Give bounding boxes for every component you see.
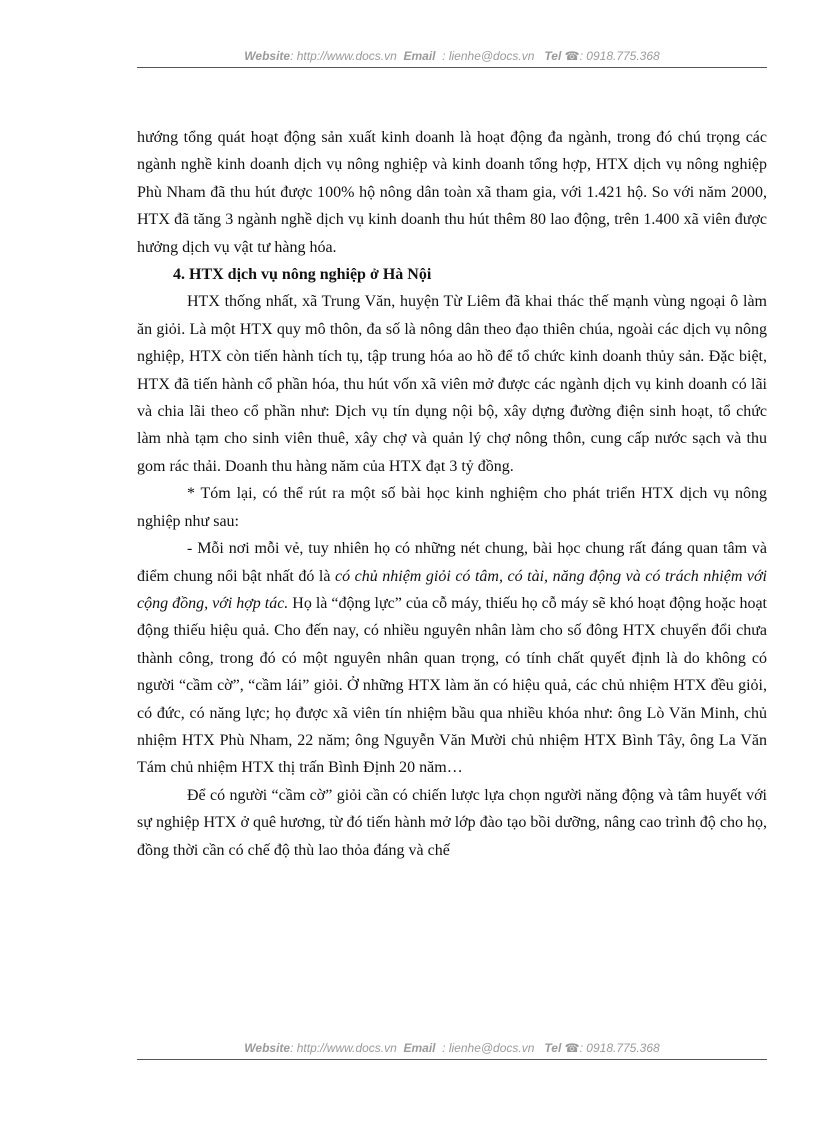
- document-body: [137, 124, 767, 864]
- paragraph-4-end: Họ là “động lực” của cỗ máy, thiếu họ cỗ máy sẽ khó hoạt động hoặc hoạt động thiếu hiệu quả. Cho đến nay, có nhiều nguyên nhân làm cho số đông HTX chuyển đổi chưa thành công, trong đó có một nguyên nhân quan trọng, có tính chất quyết định là do không có người “cầm cờ”, “cầm lái” giỏi. Ở những HTX làm ăn có hiệu quả, các chủ nhiệm HTX đều giỏi, có đức, có năng lực; họ được xã viên tín nhiệm bầu qua nhiều khóa như: ông Lò Văn Minh, chủ nhiệm HTX Phù Nham, 22 năm; ông Nguyễn Văn Mười chủ nhiệm HTX Bình Tây, ông La Văn Tám chủ nhiệm HTX thị trấn Bình Định 20 năm…: [137, 594, 767, 777]
- header-website-value: : http://www.docs.vn: [290, 49, 397, 63]
- footer-website-value: : http://www.docs.vn: [290, 1041, 397, 1055]
- header-website-label: Website: [244, 49, 291, 63]
- header-tel-label: Tel: [544, 49, 562, 63]
- header-email-value: : lienhe@docs.vn: [442, 49, 535, 63]
- footer-email-label: Email: [403, 1041, 436, 1055]
- footer-tel-value: : 0918.775.368: [579, 1041, 660, 1055]
- footer-tel-label: Tel: [544, 1041, 562, 1055]
- footer-website-label: Website: [244, 1041, 291, 1055]
- paragraph-5: Để có người “cầm cờ” giỏi cần có chiến lược lựa chọn người năng động và tâm huyết với sự nghiệp HTX ở quê hương, từ đó tiến hành mở lớp đào tạo bồi dưỡng, nâng cao trình độ cho họ, đồng thời cần có chế độ thù lao thỏa đáng và chế: [137, 786, 767, 859]
- header-email-label: Email: [403, 49, 436, 63]
- paragraph-3: * Tóm lại, có thể rút ra một số bài học kinh nghiệm cho phát triển HTX dịch vụ nông nghiệp như sau:: [137, 485, 767, 530]
- header-tel-value: : 0918.775.368: [579, 49, 660, 63]
- paragraph-4: [137, 535, 767, 782]
- page-footer: [137, 1041, 767, 1055]
- paragraph-4-start: - Mỗi nơi mỗi vẻ, tuy nhiên họ có những nét chung, bài học chung rất đáng quan tâm và điểm chung nổi bật nhất đó là: [137, 540, 767, 585]
- paragraph-2: HTX thống nhất, xã Trung Văn, huyện Từ Liêm đã khai thác thế mạnh vùng ngoại ô làm ăn giỏi. Là một HTX quy mô thôn, đa số là nông dân theo đạo thiên chúa, ngoài các dịch vụ nông nghiệp, HTX còn tiến hành tích tụ, tập trung hóa ao hồ để tổ chức kinh doanh thủy sản. Đặc biệt, HTX đã tiến hành cổ phần hóa, thu hút vốn xã viên mở được các ngành dịch vụ kinh doanh có lãi và chia lãi theo cổ phần như: Dịch vụ tín dụng nội bộ, xây dựng đường điện sinh hoạt, tổ chức làm nhà tạm cho sinh viên thuê, xây chợ và quản lý chợ nông thôn, cung cấp nước sạch và thu gom rác thải. Doanh thu hàng năm của HTX đạt 3 tỷ đồng.: [137, 293, 767, 475]
- footer-rule: [137, 1059, 767, 1060]
- paragraph-4-emphasis: có chủ nhiệm giỏi có tâm, có tài, năng động và có trách nhiệm với cộng đồng, với hợp tác.: [137, 567, 767, 612]
- paragraph-1: hướng tổng quát hoạt động sản xuất kinh doanh là hoạt động đa ngành, trong đó chú trọng các ngành nghề kinh doanh dịch vụ nông nghiệp và kinh doanh tổng hợp, HTX dịch vụ nông nghiệp Phù Nham đã thu hút được 100% hộ nông dân toàn xã tham gia, với 1.421 hộ. So với năm 2000, HTX đã tăng 3 ngành nghề dịch vụ kinh doanh thu hút thêm 80 lao động, trên 1.400 xã viên được hưởng dịch vụ vật tư hàng hóa.: [137, 129, 767, 256]
- page-header: [137, 49, 767, 63]
- header-rule: [137, 67, 767, 68]
- section-heading: 4. HTX dịch vụ nông nghiệp ở Hà Nội: [173, 266, 432, 284]
- phone-icon: ☎: [564, 1041, 580, 1055]
- footer-email-value: : lienhe@docs.vn: [442, 1041, 535, 1055]
- phone-icon: ☎: [564, 49, 580, 63]
